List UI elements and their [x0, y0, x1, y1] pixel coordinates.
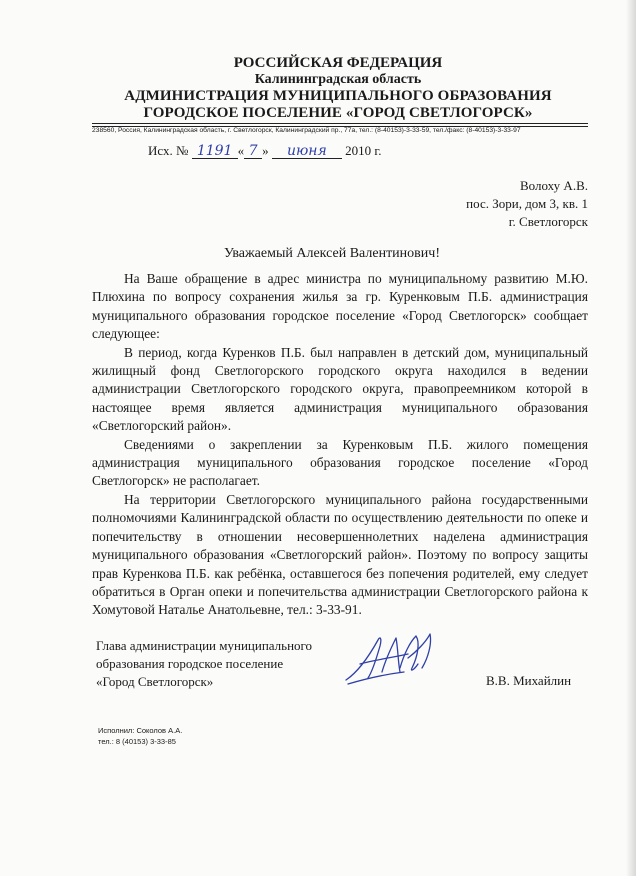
signer-name: В.В. Михайлин — [486, 673, 572, 688]
addressee-street: пос. Зори, дом 3, кв. 1 — [466, 196, 588, 211]
paragraph: На территории Светлогорского муниципального района государственными полномочиями Калининградской области по осуществлению деятельности по опеке и попечительству в отношении несовершеннолетних наделена администрация муниципального образования «Светлогорский район». Поэтому по вопросу защиты прав Куренкова П.Б. как ребёнка, оставшегося без попечения родителей, ему следует обратиться в Орган опеки и попечительства администрации Светлогорского района к Хомутовой Наталье Анатольевне, тел.: 3-33-91. — [92, 491, 588, 618]
handwritten-signature — [338, 628, 438, 688]
paragraph: Сведениями о закреплении за Куренковым П.Б. жилого помещения администрация муниципального образования городское поселение «Город Светлогорск» не располагает. — [92, 436, 588, 489]
header-rule-thin — [92, 123, 588, 124]
executor-phone: тел.: 8 (40153) 3-33-85 — [98, 737, 176, 746]
header-settlement: ГОРОДСКОЕ ПОСЕЛЕНИЕ «ГОРОД СВЕТЛОГОРСК» — [143, 105, 533, 121]
outgoing-year: 2010 г. — [345, 143, 382, 158]
executor-name: Исполнил: Соколов А.А. — [98, 726, 183, 735]
outgoing-number: 1191 — [192, 144, 238, 159]
header-administration: АДМИНИСТРАЦИЯ МУНИЦИПАЛЬНОГО ОБРАЗОВАНИЯ — [124, 88, 552, 104]
outgoing-day-close: » — [262, 143, 269, 158]
paragraph: В период, когда Куренков П.Б. был направлен в детский дом, муниципальный жилищный фонд Светлогорского городского округа находился в ведении администрации Светлогорского городского округа, правопреемником которой в настоящее время является администрация муниципального образования «Светлогорский район». — [92, 344, 588, 434]
header-contacts: 238560, Россия, Калининградская область, г. Светлогорск, Калининградский пр., 77а, тел.: (8-40153)-3-33-59, тел./факс: (8-40153)-3-33-97 — [92, 127, 521, 134]
header-region: Калининградская область — [254, 72, 422, 87]
outgoing-day-open: « — [237, 143, 245, 158]
signatory-line: «Город Светлогорск» — [96, 674, 214, 689]
signatory-line: Глава администрации муниципального — [96, 638, 313, 653]
executor-info — [98, 725, 182, 747]
addressee-city: г. Светлогорск — [508, 214, 588, 229]
outgoing-month: июня — [272, 144, 342, 159]
header-country: РОССИЙСКАЯ ФЕДЕРАЦИЯ — [233, 55, 443, 71]
letter-body — [92, 270, 588, 620]
addressee-name: Волоху А.В. — [520, 178, 588, 193]
greeting: Уважаемый Алексей Валентинович! — [224, 246, 440, 261]
paragraph: На Ваше обращение в адрес министра по муниципальному развитию М.Ю. Плюхина по вопросу сохранения жилья за гр. Куренковым П.Б. администрация муниципального образования городское поселение «Город Светлогорск» сообщает следующее: — [92, 271, 588, 342]
outgoing-day: 7 — [244, 144, 262, 159]
outgoing-number-line — [148, 143, 382, 159]
signatory-line: образования городское поселение — [96, 656, 284, 671]
signatory-position — [96, 637, 312, 691]
outgoing-prefix: Исх. № — [148, 143, 189, 158]
